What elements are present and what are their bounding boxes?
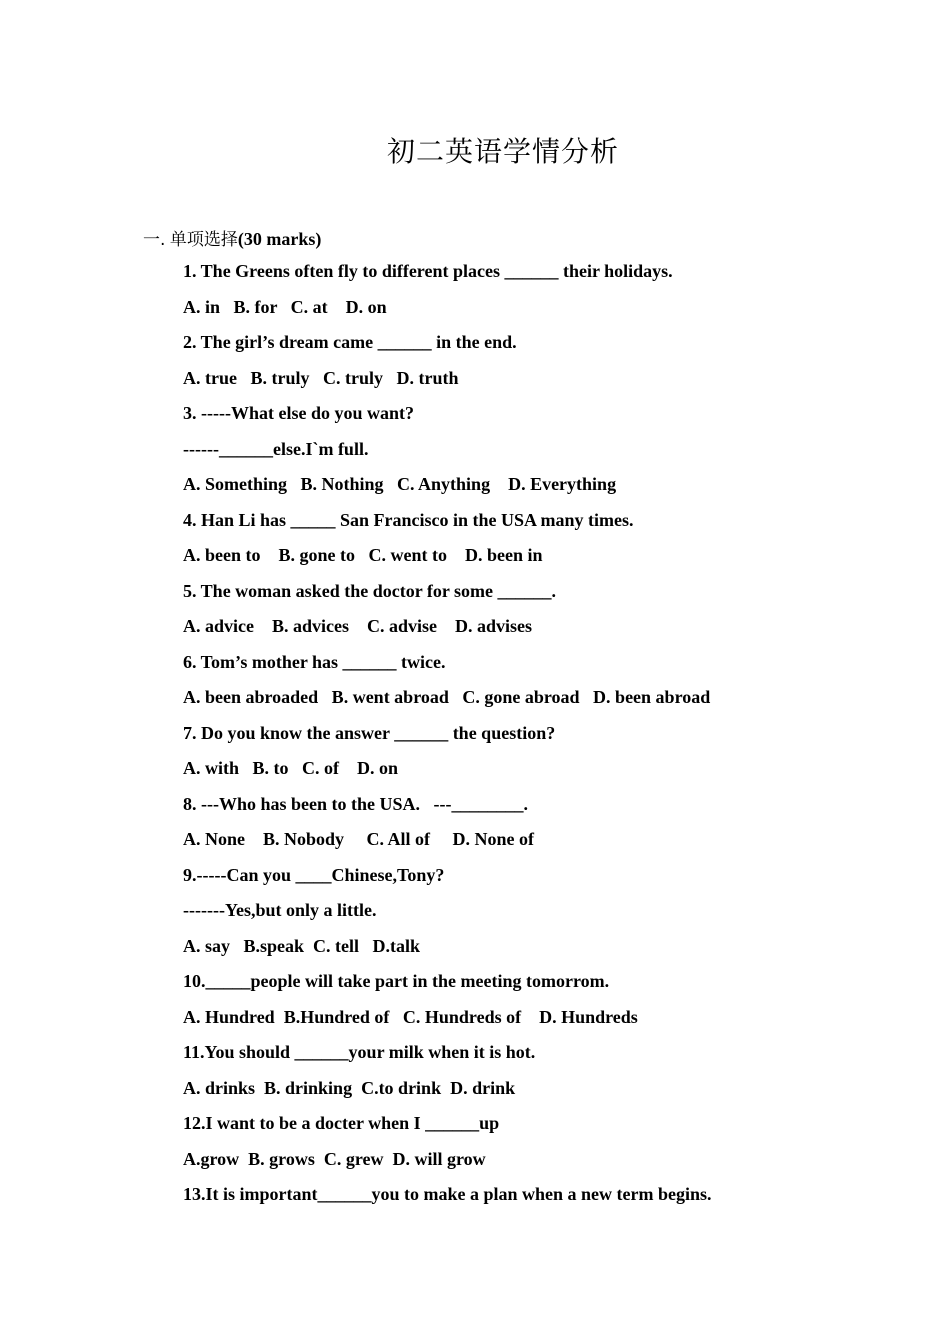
page-title: 初二英语学情分析 xyxy=(386,135,619,168)
option-line: A. Hundred B.Hundred of C. Hundreds of D. Hundreds xyxy=(183,1006,638,1027)
question-line: 8. ---Who has been to the USA. ---________. xyxy=(183,793,528,814)
question-line: -------Yes,but only a little. xyxy=(183,900,377,920)
question-line: 10._____people will take part in the meeting tomorrom. xyxy=(183,971,610,991)
question-line: 5. The woman asked the doctor for some ______. xyxy=(183,580,556,601)
option-line: A. Something B. Nothing C. Anything D. Everything xyxy=(183,474,617,494)
option-line: A. been abroaded B. went abroad C. gone abroad D. been abroad xyxy=(183,687,711,707)
option-line: A. been to B. gone to C. went to D. been in xyxy=(183,545,543,565)
question-line: 6. Tom’s mother has ______ twice. xyxy=(183,651,446,672)
question-line: 9.-----Can you ____Chinese,Tony? xyxy=(183,864,445,885)
question-line: 2. The girl’s dream came ______ in the end. xyxy=(183,332,517,352)
question-line: 4. Han Li has _____ San Francisco in the USA many times. xyxy=(183,509,634,530)
option-line: A.grow B. grows C. grew D. will grow xyxy=(183,1148,486,1169)
option-line: A. say B.speak C. tell D.talk xyxy=(183,935,421,956)
question-line: 13.It is important______you to make a plan when a new term begins. xyxy=(183,1184,712,1204)
question-line: ------______else.I`m full. xyxy=(183,438,369,459)
option-line: A. drinks B. drinking C.to drink D. drink xyxy=(183,1077,516,1098)
section-name: 单项选择 xyxy=(169,230,238,250)
section-heading xyxy=(143,225,321,250)
option-line: A. in B. for C. at D. on xyxy=(183,296,387,317)
question-line: 12.I want to be a docter when I ______up xyxy=(183,1113,500,1133)
section-number: 一. xyxy=(143,230,166,250)
option-line: A. with B. to C. of D. on xyxy=(183,758,399,778)
question-line: 1. The Greens often fly to different places ______ their holidays. xyxy=(183,261,673,281)
option-line: A. None B. Nobody C. All of D. None of xyxy=(183,829,535,849)
section-marks: (30 marks) xyxy=(237,229,322,249)
question-list xyxy=(183,254,883,1213)
question-line: 3. -----What else do you want? xyxy=(183,403,414,423)
option-line: A. true B. truly C. truly D. truth xyxy=(183,367,459,388)
question-line: 11.You should ______your milk when it is hot. xyxy=(183,1042,536,1062)
question-line: 7. Do you know the answer ______ the question? xyxy=(183,722,556,743)
option-line: A. advice B. advices C. advise D. advises xyxy=(183,616,533,636)
